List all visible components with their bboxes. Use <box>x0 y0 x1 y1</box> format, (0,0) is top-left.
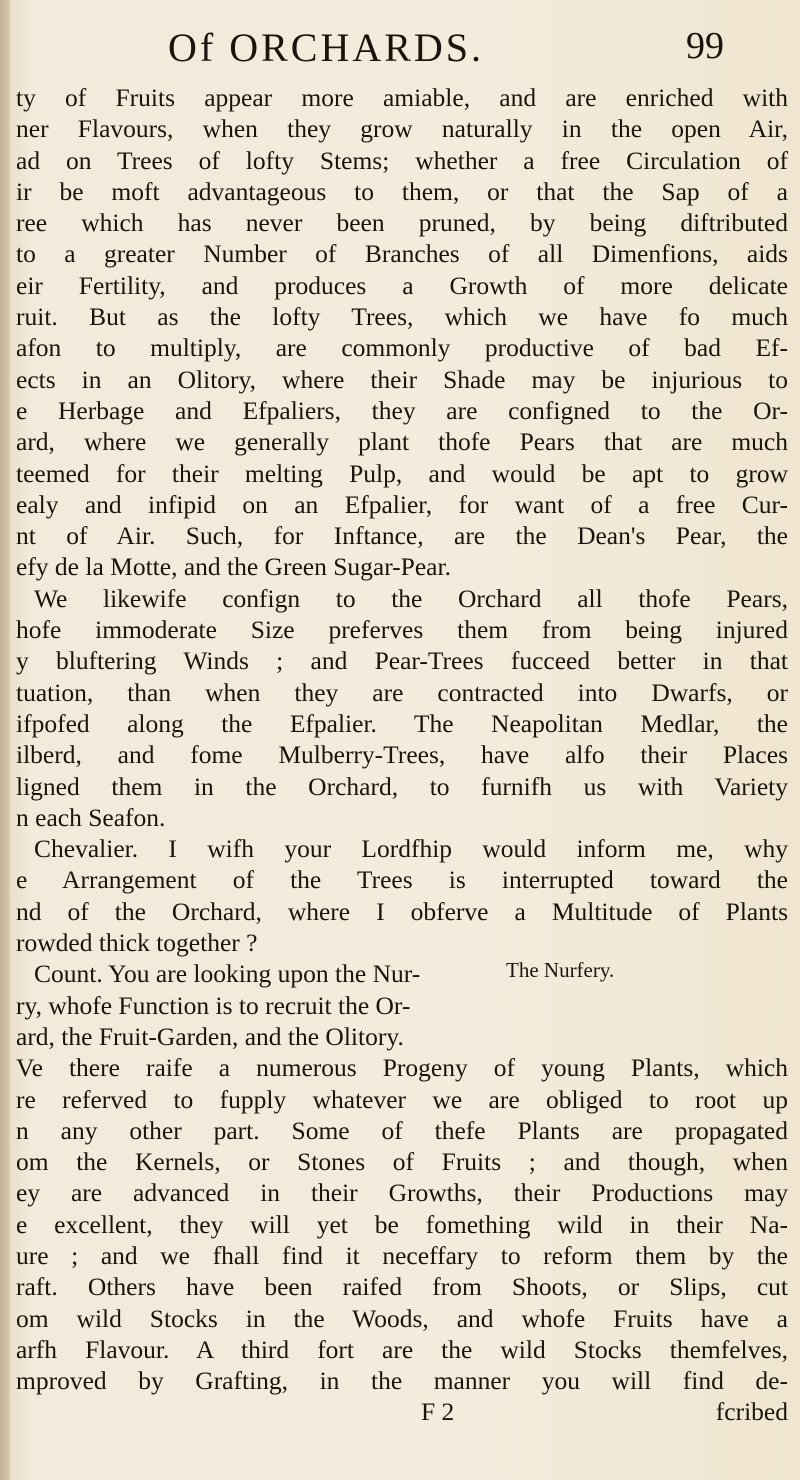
text-line: om the Kernels, or Stones of Fruits ; and though, when <box>16 1147 788 1177</box>
text-line: e excellent, they will yet be fomething wild in their Na- <box>16 1209 788 1239</box>
text-line: arfh Flavour. A third fort are the wild Stocks themfelves, <box>16 1334 788 1364</box>
text-line: nd of the Orchard, where I obferve a Multitude of Plants <box>16 896 788 926</box>
text-line: mproved by Grafting, in the manner you will find de- <box>16 1366 788 1396</box>
text-line: ad on Trees of lofty Stems; whether a free Circulation of <box>16 145 788 175</box>
margin-note: The Nurfery. <box>506 958 615 983</box>
count-line-block <box>16 958 788 1021</box>
text-line: e Herbage and Efpaliers, they are configned to the Or- <box>16 395 788 425</box>
text-line: ects in an Olitory, where their Shade may be injurious to <box>16 364 788 394</box>
text-line: ey are advanced in their Growths, their Productions may <box>16 1178 788 1208</box>
page-number: 99 <box>686 25 724 67</box>
catchword: fcribed <box>715 1397 788 1427</box>
text-line: ner Flavours, when they grow naturally in the open Air, <box>16 114 788 144</box>
running-title: Of ORCHARDS. <box>168 25 485 70</box>
text-line: hofe immoderate Size preferves them from being injured <box>16 615 788 645</box>
text-line: ilberd, and fome Mulberry-Trees, have alfo their Places <box>16 740 788 770</box>
text-line: efy de la Motte, and the Green Sugar-Pear. <box>16 552 451 582</box>
page-gutter-shadow <box>0 0 10 1480</box>
text-line: ard, where we generally plant thofe Pears that are much <box>16 427 788 457</box>
text-line: ligned them in the Orchard, to furnifh us with Variety <box>16 771 788 801</box>
text-line: Ve there raife a numerous Progeny of young Plants, which <box>16 1053 788 1083</box>
text-line: afon to multiply, are commonly productive of bad Ef- <box>16 333 788 363</box>
text-line: Chevalier. I wifh your Lordfhip would inform me, why <box>34 834 788 864</box>
body-text <box>16 82 788 1428</box>
text-line: ealy and infipid on an Efpalier, for want of a free Cur- <box>16 489 788 519</box>
text-line: We likewife confign to the Orchard all thofe Pears, <box>34 583 788 613</box>
text-line: tuation, than when they are contracted into Dwarfs, or <box>16 677 788 707</box>
text-line: ruit. But as the lofty Trees, which we have fo much <box>16 302 788 332</box>
text-line: rowded thick together ? <box>16 928 258 958</box>
text-line: raft. Others have been raifed from Shoots, or Slips, cut <box>16 1272 788 1302</box>
text-line: ree which has never been pruned, by being diftributed <box>16 208 788 238</box>
text-line: re referved to fupply whatever we are obliged to root up <box>16 1084 788 1114</box>
text-line: e Arrangement of the Trees is interrupted toward the <box>16 865 788 895</box>
text-line: eir Fertility, and produces a Growth of more delicate <box>16 270 788 300</box>
text-line: teemed for their melting Pulp, and would be apt to grow <box>16 458 788 488</box>
text-line: Count. You are looking upon the Nur- <box>34 959 421 989</box>
text-line: om wild Stocks in the Woods, and whofe Fruits have a <box>16 1303 788 1333</box>
signature-mark: F 2 <box>421 1397 455 1427</box>
text-line: n each Seafon. <box>16 802 166 832</box>
text-line: ure ; and we fhall find it neceffary to reform them by the <box>16 1240 788 1270</box>
text-line: ry, whofe Function is to recruit the Or- <box>16 990 411 1020</box>
signature-line <box>16 1396 788 1427</box>
page-header <box>0 20 800 80</box>
text-line: y bluftering Winds ; and Pear-Trees fucceed better in that <box>16 646 788 676</box>
text-line: ard, the Fruit-Garden, and the Olitory. <box>16 1021 404 1051</box>
text-line: n any other part. Some of thefe Plants are propagated <box>16 1115 788 1145</box>
text-line: to a greater Number of Branches of all Dimenfions, aids <box>16 239 788 269</box>
text-line: ty of Fruits appear more amiable, and are enriched with <box>16 83 788 112</box>
text-line: ifpofed along the Efpalier. The Neapolitan Medlar, the <box>16 708 788 738</box>
text-line: nt of Air. Such, for Inftance, are the Dean's Pear, the <box>16 521 788 551</box>
text-line: ir be moft advantageous to them, or that the Sap of a <box>16 176 788 206</box>
